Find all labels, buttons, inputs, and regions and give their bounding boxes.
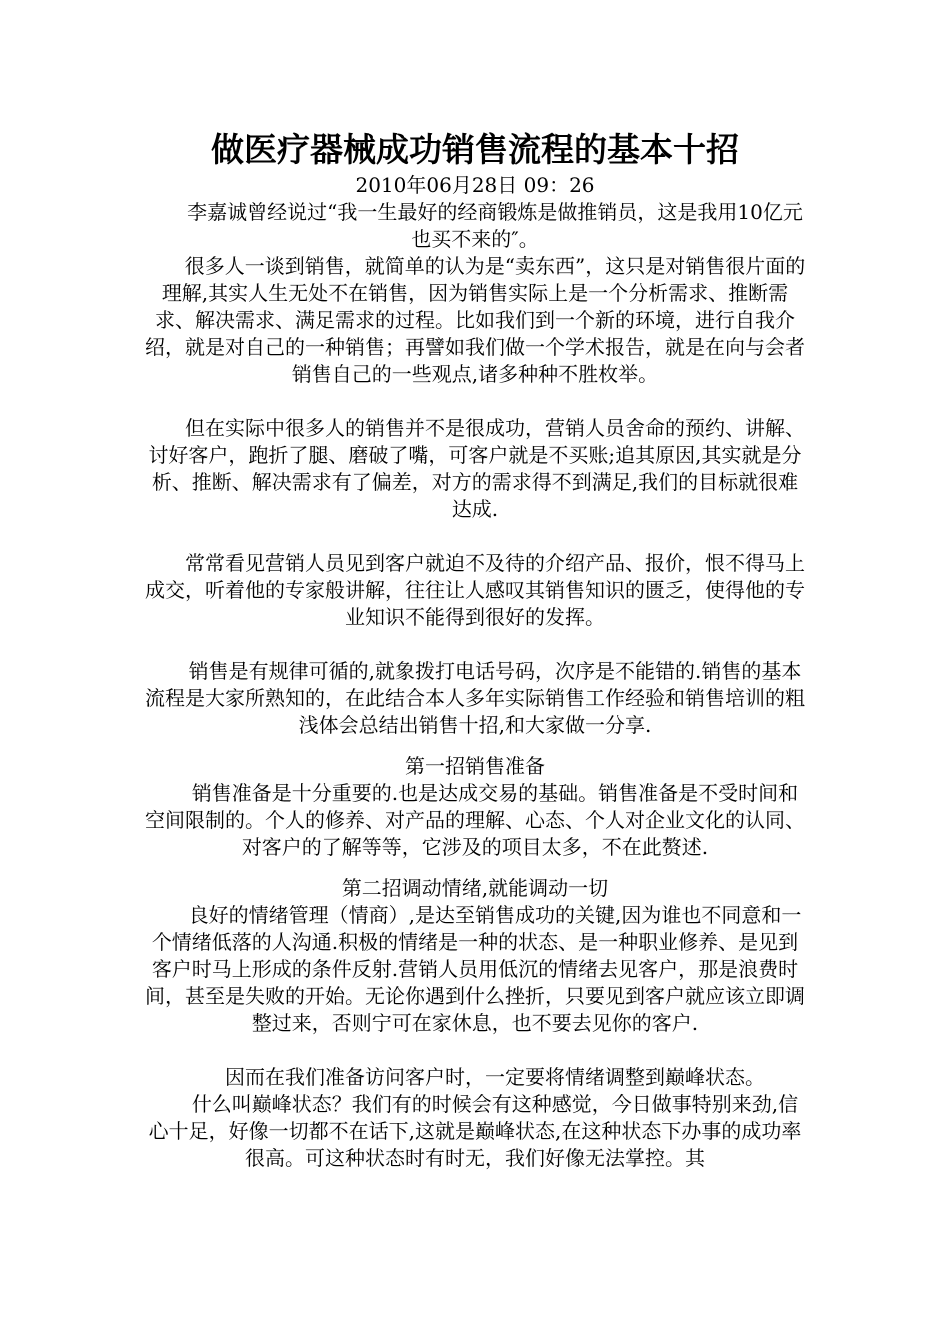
section-2-text: 良好的情绪管理（情商）,是达至销售成功的关键,因为谁也不同意和一个情绪低落的人沟通.积极的情绪是一种的状态、是一种职业修养、是见到客户时马上形成的条件反射.营销人员用低沉的情绪去见客户，那是浪费时间，甚至是失败的开始。无论你遇到什么挫折，只要见到客户就应该立即调整过来，否则宁可在家休息，也不要去见你的客户.: [145, 903, 805, 1035]
publish-date: 2010年06月28日 09：26: [355, 173, 595, 197]
paragraph-sales-rules: 销售是有规律可循的,就象拨打电话号码，次序是不能错的.销售的基本流程是大家所熟知的，在此结合本人多年实际销售工作经验和销售培训的粗浅体会总结出销售十招,和大家做一分享.: [145, 659, 805, 737]
paragraph-sales-definition: 很多人一谈到销售，就简单的认为是“卖东西”，这只是对销售很片面的理解,其实人生无处不在销售，因为销售实际上是一个分析需求、推断需求、解决需求、满足需求的过程。比如我们到一个新的环境，进行自我介绍，就是对自己的一种销售；再譬如我们做一个学术报告，就是在向与会者销售自己的一些观点,诸多种种不胜枚举。: [145, 254, 806, 386]
paragraph-eager-sales: 常常看见营销人员见到客户就迫不及待的介绍产品、报价，恨不得马上成交，听着他的专家般讲解，往往让人感叹其销售知识的匮乏，使得他的专业知识不能得到很好的发挥。: [145, 551, 805, 629]
paragraph-sales-failure: 但在实际中很多人的销售并不是很成功，营销人员舍命的预约、讲解、讨好客户，跑折了腿、磨破了嘴，可客户就是不买账;追其原因,其实就是分析、推断、解决需求有了偏差，对方的需求得不到满足,我们的目标就很难达成.: [148, 416, 805, 521]
document-page: [142, 128, 808, 1172]
section-2-text-2: 因而在我们准备访问客户时，一定要将情绪调整到巅峰状态。: [225, 1065, 765, 1089]
document-title: 做医疗器械成功销售流程的基本十招: [211, 130, 739, 169]
section-1-text: 销售准备是十分重要的.也是达成交易的基础。销售准备是不受时间和空间限制的。个人的修养、对产品的理解、心态、个人对企业文化的认同、对客户的了解等等，它涉及的项目太多，不在此赘述.: [145, 781, 805, 859]
section-2-heading: 第二招调动情绪,就能调动一切: [341, 876, 609, 900]
paragraph-quote: 李嘉诚曾经说过“我一生最好的经商锻炼是做推销员，这是我用10亿元也买不来的″。: [187, 200, 803, 251]
section-2-text-3: 什么叫巅峰状态？我们有的时候会有这种感觉，今日做事特别来劲,信心十足，好像一切都不在话下,这就是巅峰状态,在这种状态下办事的成功率很高。可这种状态时有时无，我们好像无法掌控。其: [148, 1092, 802, 1170]
section-1-heading: 第一招销售准备: [405, 754, 545, 778]
